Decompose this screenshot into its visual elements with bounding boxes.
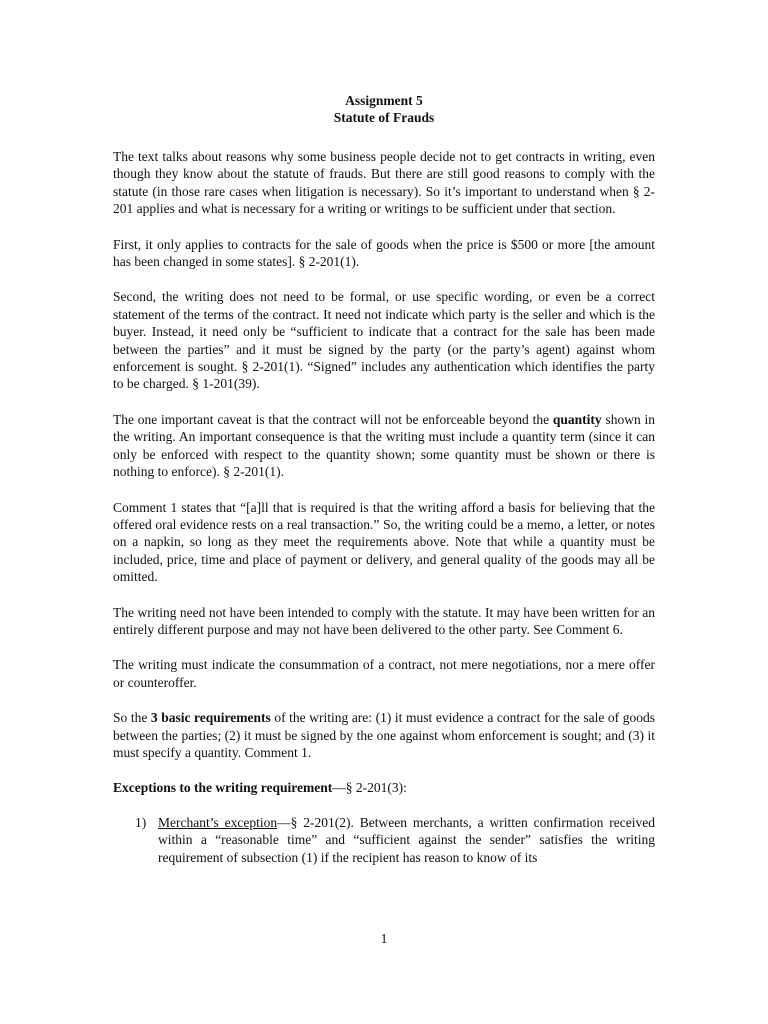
quantity-text-before: The one important caveat is that the contract will not be enforceable beyond the: [113, 411, 553, 427]
exceptions-heading-ref: —§ 2-201(3):: [332, 780, 407, 796]
quantity-text-after: shown in the writing. An important consequence is that the writing must include a quantity term (since it can only be enforced with respect to the quantity shown; some quantity must be shown or there is nothing to enforce). § 2-201(1).: [113, 411, 655, 480]
requirements-bold: 3 basic requirements: [150, 710, 271, 726]
document-subtitle: Statute of Frauds: [333, 110, 435, 125]
exceptions-list: [113, 814, 655, 866]
assignment-title: Assignment 5: [345, 93, 423, 108]
exceptions-heading: [113, 779, 655, 796]
paragraph-intro: The text talks about reasons why some business people decide not to get contracts in writing, even though they know about the statute of frauds. But there are still good reasons to comply with the statute (in those rare cases when litigation is necessary). So it’s important to understand when § 2-201 applies and what is necessary for a writing or writings to be sufficient under that section.: [113, 149, 655, 217]
requirements-text-after: of the writing are: (1) it must evidence a contract for the sale of goods between the parties; (2) it must be signed by the one against whom enforcement is sought; and (3) it must specify a quantity. Comment 1.: [113, 710, 655, 760]
exceptions-heading-bold: Exceptions to the writing requirement: [113, 780, 333, 796]
paragraph-comment-1: Comment 1 states that “[a]ll that is required is that the writing afford a basis for believing that the offered oral evidence rests on a real transaction.” So, the writing could be a memo, a letter, or notes on a napkin, so long as they meet the requirements above. Note that while a quantity must be included, price, time and place of payment or delivery, and general quality of the goods may all be omitted.: [113, 499, 655, 585]
paragraph-intent: The writing need not have been intended to comply with the statute. It may have been written for an entirely different purpose and may not have been delivered to the other party. See Comment 6.: [113, 604, 655, 637]
list-item: [113, 814, 655, 866]
page-number: 1: [380, 931, 388, 946]
title-block: [113, 92, 655, 126]
list-item-number: 1): [135, 814, 147, 830]
paragraph-writing-formality: Second, the writing does not need to be formal, or use specific wording, or even be a correct statement of the terms of the contract. It need not indicate which party is the seller and which is the buyer. Instead, it need only be “sufficient to indicate that a contract for the sale has been made between the parties” and it must be signed by the party (or the party’s agent) against whom enforcement is sought. § 2-201(1). “Signed” includes any authentication which identifies the party to be charged. § 1-201(39).: [113, 289, 655, 392]
list-item-text: —§ 2-201(2). Between merchants, a written confirmation received within a “reasonable time” and “sufficient against the sender” satisfies the writing requirement of subsection (1) if the recipient has reason to know of its: [158, 814, 655, 865]
paragraph-quantity-caveat: [113, 411, 655, 481]
requirements-text-before: So the: [113, 710, 151, 726]
quantity-bold: quantity: [552, 411, 602, 427]
paragraph-basic-requirements: [113, 709, 655, 761]
merchants-exception-label: Merchant’s exception: [158, 814, 278, 830]
paragraph-price-threshold: First, it only applies to contracts for the sale of goods when the price is $500 or more [the amount has been changed in some states]. § 2-201(1).: [113, 236, 655, 270]
paragraph-consummation: The writing must indicate the consummation of a contract, not mere negotiations, nor a mere offer or counteroffer.: [113, 657, 655, 690]
